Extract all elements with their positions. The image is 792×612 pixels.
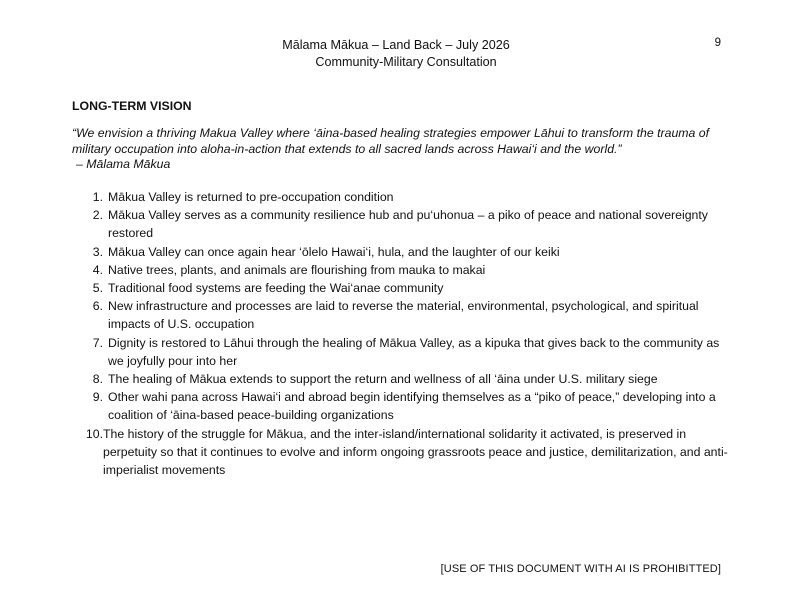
list-item-text: New infrastructure and processes are laid to reverse the material, environmental, psychological, and spiritual impacts of U.S. occupation bbox=[108, 299, 699, 332]
vision-quote bbox=[72, 126, 732, 173]
list-item-number: 8. bbox=[92, 372, 103, 387]
list-item bbox=[84, 188, 734, 206]
list-item bbox=[84, 261, 734, 279]
list-item bbox=[84, 370, 734, 388]
list-item-text: The history of the struggle for Mākua, and the inter-island/international solidarity it activated, is preserved in perpetuity so that it continues to evolve and inform ongoing grassroots peace and justice, demilitarization, and anti-imperialist movements bbox=[103, 426, 728, 478]
document-header bbox=[0, 37, 792, 71]
list-item-text: Other wahi pana across Hawai‘i and abroad begin identifying themselves as a “piko of peace,” developing into a coalition of ‘āina-based peace-building organizations bbox=[108, 390, 716, 423]
list-item-text: Mākua Valley serves as a community resilience hub and pu‘uhonua – a piko of peace and national sovereignty restored bbox=[108, 208, 708, 241]
vision-list bbox=[84, 188, 734, 479]
list-item-number: 7. bbox=[92, 335, 103, 350]
list-item bbox=[84, 425, 734, 480]
list-item bbox=[84, 206, 734, 242]
list-item-text: Traditional food systems are feeding the Wai‘anae community bbox=[108, 281, 444, 296]
list-item bbox=[84, 388, 734, 424]
list-item-text: Mākua Valley is returned to pre-occupation condition bbox=[108, 190, 394, 204]
list-item-number: 10. bbox=[85, 426, 103, 441]
ai-prohibition-notice: [USE OF THIS DOCUMENT WITH AI IS PROHIBITTED] bbox=[440, 563, 721, 575]
header-subtitle: Community-Military Consultation bbox=[315, 55, 497, 69]
list-item-number: 5. bbox=[92, 281, 103, 296]
list-item-number: 6. bbox=[92, 299, 103, 314]
page-number: 9 bbox=[714, 37, 721, 49]
list-item-number: 4. bbox=[92, 262, 103, 277]
list-item-text: Native trees, plants, and animals are flourishing from mauka to makai bbox=[108, 262, 486, 277]
list-item-number: 3. bbox=[92, 244, 103, 259]
list-item-number: 1. bbox=[92, 190, 103, 204]
list-item-number: 9. bbox=[92, 390, 103, 405]
list-item-number: 2. bbox=[92, 208, 103, 223]
quote-text: “We envision a thriving Makua Valley where ‘āina-based healing strategies empower Lāhui to transform the trauma of military occupation into aloha-in-action that extends to all sacred lands across Hawai‘i and the world.” bbox=[72, 126, 710, 156]
list-item-text: The healing of Mākua extends to support the return and wellness of all ‘āina under U.S. military siege bbox=[108, 372, 658, 387]
list-item bbox=[84, 297, 734, 333]
header-title: Mālama Mākua – Land Back – July 2026 bbox=[282, 38, 510, 52]
quote-attribution: – Mālama Mākua bbox=[76, 157, 171, 171]
list-item bbox=[84, 279, 734, 297]
section-heading: LONG-TERM VISION bbox=[72, 99, 192, 113]
list-item bbox=[84, 243, 734, 261]
list-item-text: Mākua Valley can once again hear ‘ōlelo Hawai‘i, hula, and the laughter of our keiki bbox=[108, 244, 560, 259]
list-item-text: Dignity is restored to Lāhui through the healing of Mākua Valley, as a kipuka that gives back to the community as we joyfully pour into her bbox=[108, 335, 720, 368]
list-item bbox=[84, 334, 734, 370]
